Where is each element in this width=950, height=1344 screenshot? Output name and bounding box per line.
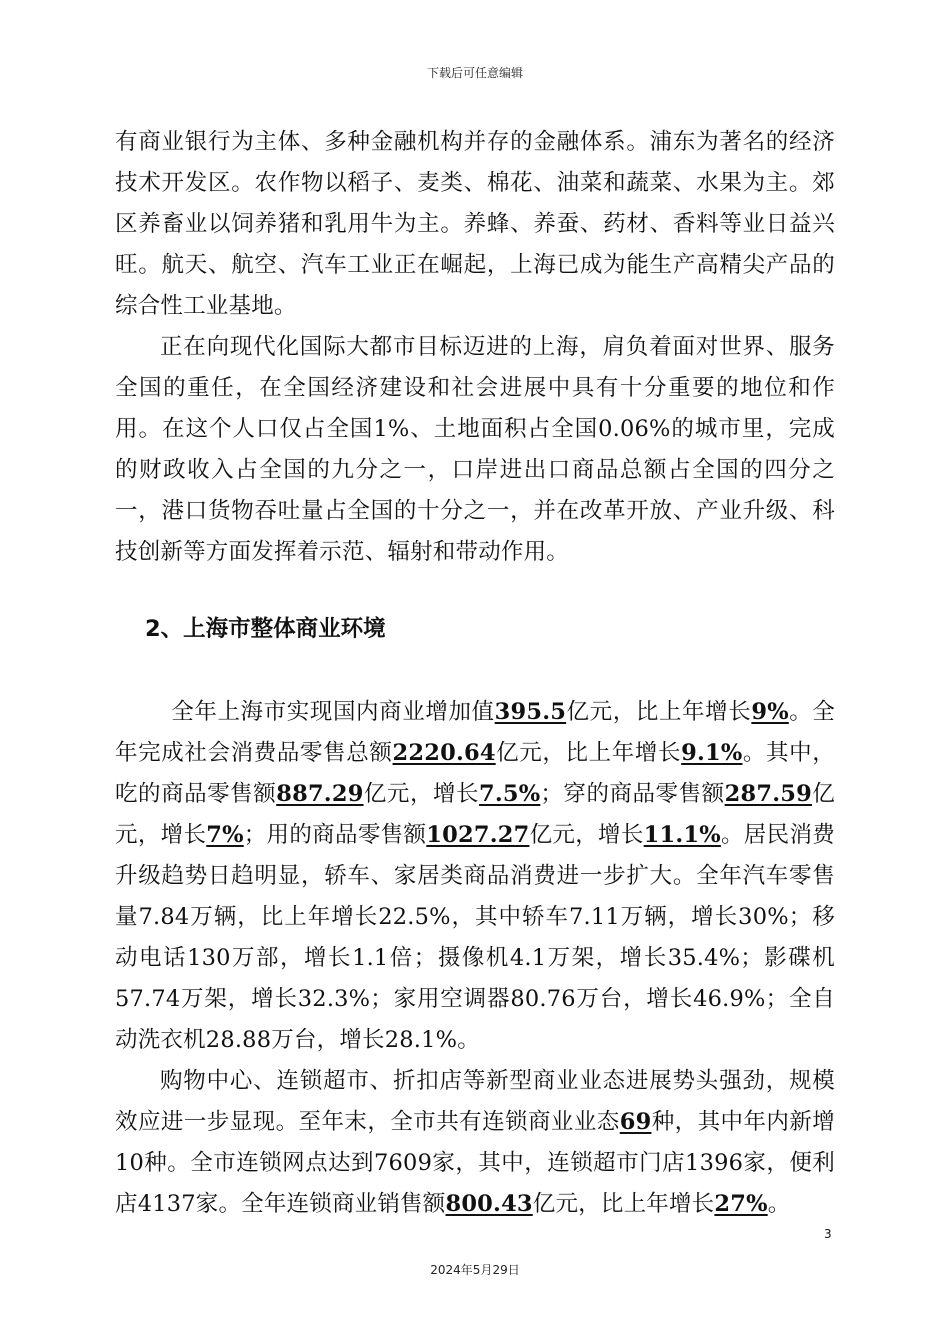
value-highlight: 2220.64 (392, 740, 496, 766)
value-highlight: 69 (619, 1109, 652, 1135)
value-highlight: 11.1% (643, 822, 721, 848)
page-header: 下载后可任意编辑 (426, 66, 523, 80)
page-footer-date: 2024年5月29日 (430, 1263, 520, 1277)
section-heading: 2、上海市整体商业环境 (145, 616, 386, 642)
value-highlight: 7.5% (479, 781, 541, 807)
value-highlight: 287.59 (724, 781, 812, 807)
value-highlight: 1027.27 (426, 822, 530, 848)
value-highlight: 7% (206, 822, 244, 848)
document-body (115, 122, 835, 1225)
value-highlight: 9% (751, 699, 789, 725)
page-number: 3 (824, 1227, 832, 1241)
value-highlight: 9.1% (681, 740, 743, 766)
value-highlight: 887.29 (276, 781, 364, 807)
value-highlight: 27% (714, 1191, 768, 1217)
paragraph-1: 有商业银行为主体、多种金融机构并存的金融体系。浦东为著名的经济技术开发区。农作物以稻子、麦类、棉花、油菜和蔬菜、水果为主。郊区养畜业以饲养猪和乳用牛为主。养蜂、养蚕、药材、香料等业日益兴旺。航天、航空、汽车工业正在崛起，上海已成为能生产高精尖产品的综合性工业基地。 (115, 129, 835, 319)
paragraph-4: 购物中心、连锁超市、折扣店等新型商业业态进展势头强劲，规模效应进一步显现。至年末，全市共有连锁商业业态69种，其中年内新增10种。全市连锁网点达到7609家，其中，连锁超市门店1396家，便利店4137家。全年连锁商业销售额800.43亿元，比上年增长27%。 (115, 1068, 835, 1217)
paragraph-3: 全年上海市实现国内商业增加值395.5亿元，比上年增长9%。全年完成社会消费品零售总额2220.64亿元，比上年增长9.1%。其中，吃的商品零售额887.29亿元，增长7.5%；穿的商品零售额287.59亿元，增长7%；用的商品零售额1027.27亿元，增长11.1%。居民消费升级趋势日趋明显，轿车、家居类商品消费进一步扩大。全年汽车零售量7.84万辆，比上年增长22.5%，其中轿车7.11万辆，增长30%；移动电话130万部，增长1.1倍；摄像机4.1万架，增长35.4%；影碟机57.74万架，增长32.3%；家用空调器80.76万台，增长46.9%；全自动洗衣机28.88万台，增长28.1%。 (115, 699, 835, 1053)
paragraph-2: 正在向现代化国际大都市目标迈进的上海，肩负着面对世界、服务全国的重任，在全国经济建设和社会进展中具有十分重要的地位和作用。在这个人口仅占全国1%、土地面积占全国0.06%的城市里，完成的财政收入占全国的九分之一，口岸进出口商品总额占全国的四分之一，港口货物吞吐量占全国的十分之一，并在改革开放、产业升级、科技创新等方面发挥着示范、辐射和带动作用。 (115, 334, 835, 565)
value-highlight: 800.43 (445, 1191, 533, 1217)
value-highlight: 395.5 (494, 699, 567, 725)
